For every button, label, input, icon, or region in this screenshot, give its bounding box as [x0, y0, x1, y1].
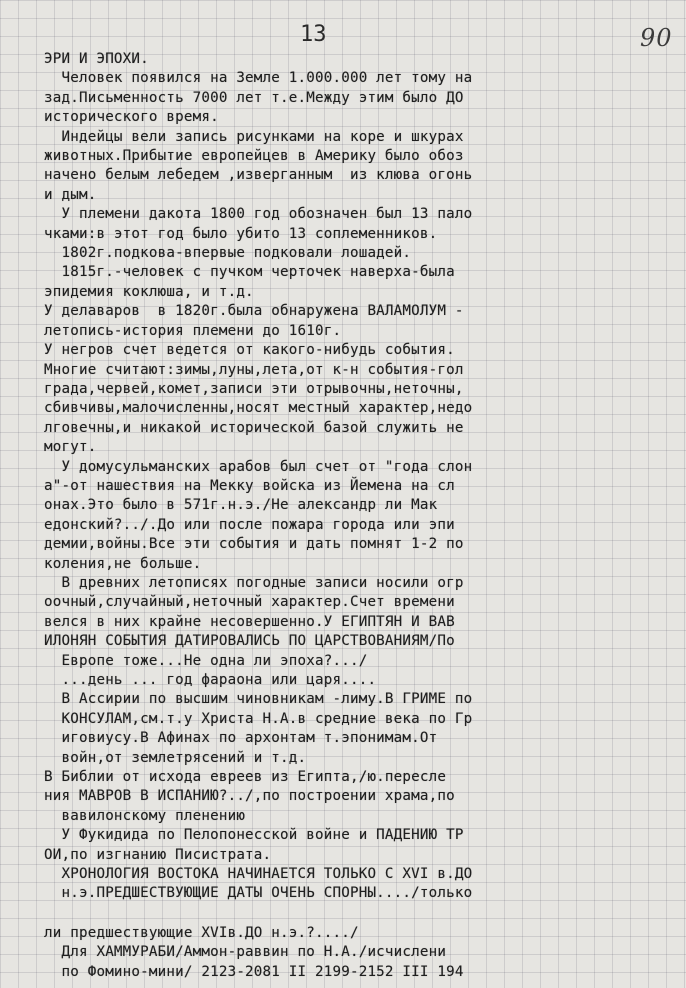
text-line: В древних летописях погодные записи носили огр: [44, 574, 464, 591]
text-line: лговечны,и никакой исторической базой служить не: [44, 419, 464, 436]
text-line: оочный,случайный,неточный характер.Счет времени: [44, 594, 455, 611]
text-line: Многие считают:зимы,луны,лета,от к-н события-гол: [44, 361, 464, 378]
text-line: У негров счет ведется от какого-нибудь события.: [44, 342, 455, 359]
text-line: животных.Прибытие европейцев в Америку было обоз: [44, 148, 464, 165]
text-line: ...день ... год фараона или царя....: [44, 672, 377, 688]
text-block-main: [44, 50, 684, 904]
text-line: начено белым лебедем ,изверганным из клюва огонь: [44, 167, 473, 184]
text-line: а"-от нашествия на Мекку войска из Йемена на сл: [44, 477, 455, 494]
text-line: онах.Это было в 571г.н.э./Не александр ли Мак: [44, 497, 438, 514]
text-line: ния МАВРОВ В ИСПАНИЮ?../,по построении храма,по: [44, 788, 455, 805]
text-line: исторического время.: [44, 109, 219, 126]
text-line: могут.: [44, 439, 97, 456]
text-line: летопись-история племени до 1610г.: [44, 322, 342, 339]
text-line: иговиусу.В Афинах по архонтам т.эпонимам.От: [44, 730, 438, 747]
text-line: У делаваров в 1820г.была обнаружена ВАЛАМОЛУМ -: [44, 303, 464, 320]
text-line: У домусульманских арабов был счет от "года слон: [44, 458, 473, 475]
text-line: ХРОНОЛОГИЯ ВОСТОКА НАЧИНАЕТСЯ ТОЛЬКО С XVI в.ДО: [44, 866, 473, 883]
text-line: ИЛОНЯН СОБЫТИЯ ДАТИРОВАЛИСЬ ПО ЦАРСТВОВАНИЯМ/По: [44, 633, 455, 650]
text-line: 1802г.подкова-впервые подковали лошадей.: [44, 245, 412, 262]
text-line: У племени дакота 1800 год обозначен был 13 пало: [44, 206, 473, 223]
text-line: едонский?../.До или после пожара города или эпи: [44, 516, 455, 533]
text-line: велся в них крайне несовершенно.У ЕГИПТЯН И ВАВ: [44, 613, 455, 630]
text-line: коления,не больше.: [44, 555, 202, 572]
text-line: В Ассирии по высшим чиновникам -лиму.В ГРИМЕ по: [44, 691, 473, 708]
blank-gap: [44, 904, 684, 924]
handwritten-page-number: 90: [640, 24, 673, 52]
page-number: 13: [300, 22, 327, 47]
text-line: по Фомино-мини/ 2123-2081 II 2199-2152 III 194: [44, 963, 464, 980]
text-line: града,червей,комет,записи эти отрывочны,неточны,: [44, 380, 464, 397]
text-line: КОНСУЛАМ,см.т.у Христа Н.А.в средние века по Гр: [44, 710, 473, 727]
text-line: зад.Письменность 7000 лет т.е.Между этим было ДО: [44, 89, 464, 106]
text-line: В Библии от исхода евреев из Египта,/ю.пересле: [44, 769, 447, 786]
text-line: сбивчивы,малочисленны,носят местный характер,недо: [44, 400, 473, 417]
text-line: 1815г.-человек с пучком черточек наверха-была: [44, 264, 455, 281]
text-line: войн,от землетрясений и т.д.: [44, 749, 307, 766]
text-line: Европе тоже...Не одна ли эпоха?.../: [44, 652, 368, 669]
text-line: эпидемия коклюша, и т.д.: [44, 283, 254, 300]
typewritten-text: [44, 50, 684, 982]
text-line: У Фукидида по Пелопонесской войне и ПАДЕНИЮ ТР: [44, 827, 464, 844]
text-line: Для ХАММУРАБИ/Аммон-раввин по Н.А./исчислени: [44, 944, 447, 961]
text-line: демии,войны.Все эти события и дать помнят 1-2 по: [44, 536, 464, 553]
text-line: н.э.ПРЕДШЕСТВУЮЩИЕ ДАТЫ ОЧЕНЬ СПОРНЫ..../только: [44, 885, 473, 902]
text-line: ли предшествующие XVIв.ДО н.э.?..../: [44, 924, 359, 941]
text-line: ОИ,по изгнанию Писистрата.: [44, 846, 272, 863]
text-line: Индейцы вели запись рисунками на коре и шкурах: [44, 128, 464, 145]
text-line: чками:в этот год было убито 13 соплеменников.: [44, 225, 438, 242]
text-line: Человек появился на Земле 1.000.000 лет тому на: [44, 70, 473, 87]
text-line: ЭРИ И ЭПОХИ.: [44, 51, 149, 67]
text-line: и дым.: [44, 186, 97, 203]
text-line: вавилонскому пленению: [44, 807, 246, 824]
text-block-bottom: [44, 924, 684, 982]
